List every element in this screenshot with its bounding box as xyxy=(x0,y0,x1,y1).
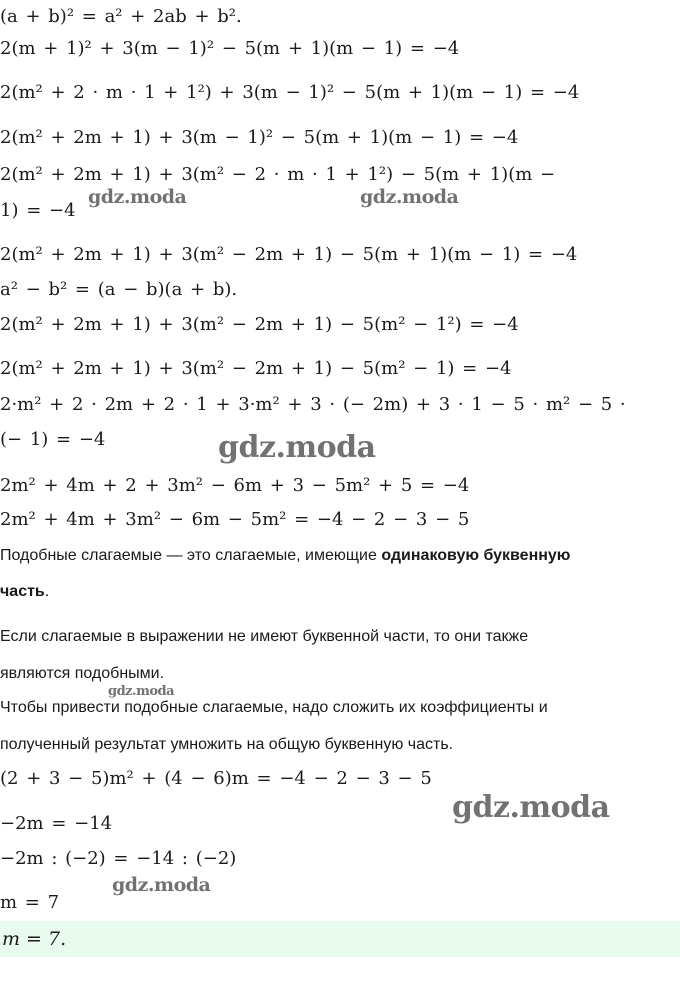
formula-difference-of-squares: a² − b² = (a − b)(a + b). xyxy=(0,279,238,300)
formula-square-of-sum: (a + b)² = a² + 2ab + b². xyxy=(0,6,242,27)
rule-like-terms-emphasis: одинаковую буквенную xyxy=(381,547,571,564)
equation-line: (− 1) = −4 xyxy=(0,429,106,450)
equation-line: 1) = −4 xyxy=(0,200,76,221)
watermark: gdz.moda xyxy=(360,186,459,208)
equation-line: (2 + 3 − 5)m² + (4 − 6)m = −4 − 2 − 3 − 5 xyxy=(0,768,432,789)
equation-line: 2(m + 1)² + 3(m − 1)² − 5(m + 1)(m − 1) = −4 xyxy=(0,38,460,59)
equation-line: 2(m² + 2m + 1) + 3(m² − 2m + 1) − 5(m + 1)(m − 1) = −4 xyxy=(0,244,578,265)
equation-line: −2m : (−2) = −14 : (−2) xyxy=(0,848,237,869)
equation-line: 2(m² + 2 · m · 1 + 1²) + 3(m − 1)² − 5(m + 1)(m − 1) = −4 xyxy=(0,82,580,103)
equation-line: 2m² + 4m + 3m² − 6m − 5m² = −4 − 2 − 3 − 5 xyxy=(0,509,470,530)
equation-line: 2(m² + 2m + 1) + 3(m² − 2 · m · 1 + 1²) − 5(m + 1)(m − xyxy=(0,164,556,185)
equation-line: 2(m² + 2m + 1) + 3(m² − 2m + 1) − 5(m² − 1) = −4 xyxy=(0,358,512,379)
rule-no-letters-end: являются подобными. xyxy=(0,665,165,682)
watermark: gdz.moda xyxy=(452,790,610,825)
rule-like-terms-end xyxy=(0,581,680,603)
watermark: gdz.moda xyxy=(88,186,187,208)
rule-no-letters: Если слагаемые в выражении не имеют буквенной части, то они также xyxy=(0,628,529,645)
equation-line: 2(m² + 2m + 1) + 3(m² − 2m + 1) − 5(m² − 1²) = −4 xyxy=(0,314,519,335)
equation-line: 2·m² + 2 · 2m + 2 · 1 + 3·m² + 3 · (− 2m) + 3 · 1 − 5 · m² − 5 · xyxy=(0,394,626,415)
equation-line: −2m = −14 xyxy=(0,813,113,834)
equation-line: 2m² + 4m + 2 + 3m² − 6m + 3 − 5m² + 5 = −4 xyxy=(0,475,470,496)
rule-combine-end: полученный результат умножить на общую буквенную часть. xyxy=(0,736,454,753)
rule-like-terms-period: . xyxy=(44,583,50,600)
watermark: gdz.moda xyxy=(112,874,211,896)
rule-like-terms-text: Подобные слагаемые — это слагаемые, имеющие xyxy=(0,547,382,564)
watermark: gdz.moda xyxy=(218,430,376,465)
rule-like-terms-emphasis-2: часть xyxy=(0,583,45,600)
rule-combine: Чтобы привести подобные слагаемые, надо сложить их коэффициенты и xyxy=(0,699,548,716)
watermark: gdz.moda xyxy=(108,684,175,699)
equation-line: m = 7 xyxy=(0,892,60,913)
rule-like-terms xyxy=(0,545,680,567)
answer-highlight xyxy=(0,921,680,957)
final-answer: m = 7. xyxy=(2,928,67,950)
equation-line: 2(m² + 2m + 1) + 3(m − 1)² − 5(m + 1)(m − 1) = −4 xyxy=(0,127,519,148)
